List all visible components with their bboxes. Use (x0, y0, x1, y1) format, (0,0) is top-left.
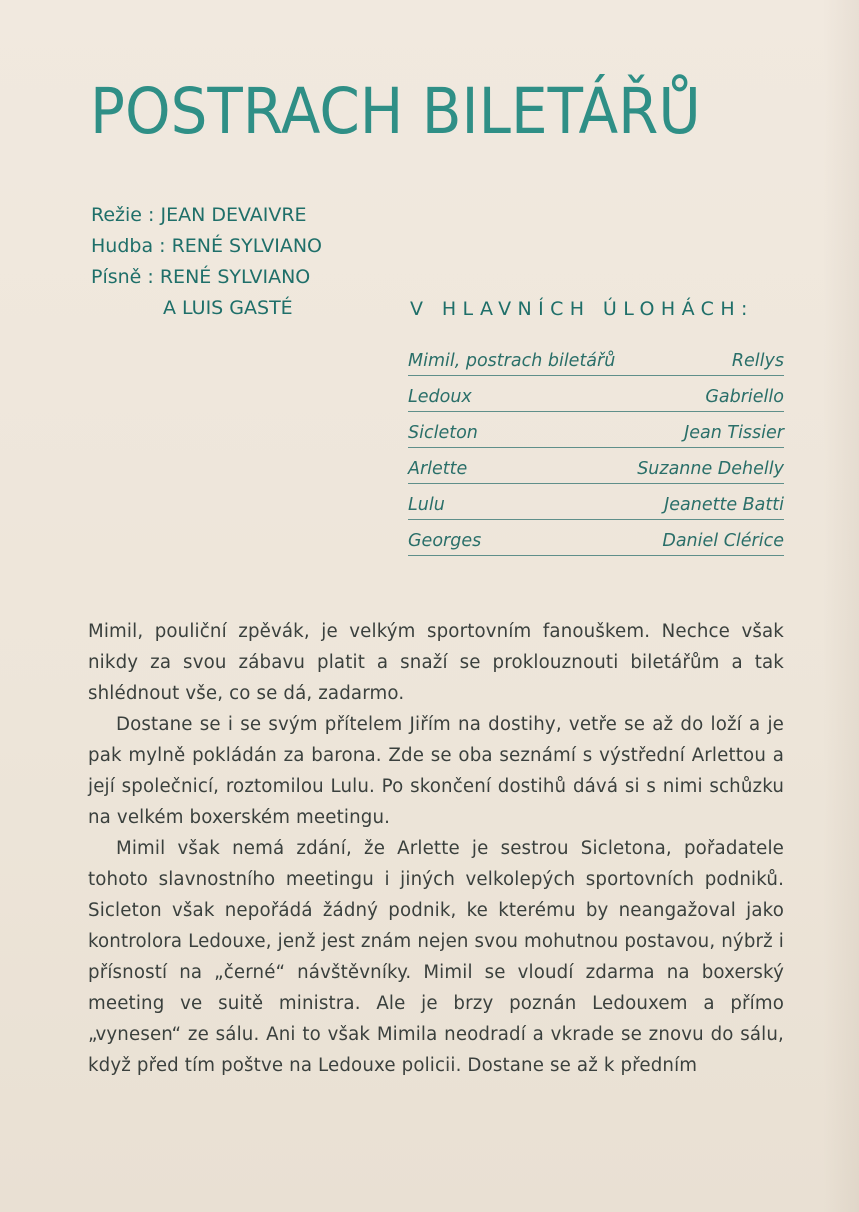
cast-actor: Jean Tissier (684, 423, 784, 443)
cast-actor: Gabriello (705, 387, 784, 407)
cast-character: Mimil, postrach biletářů (408, 351, 616, 371)
credit-name: JEAN DEVAIVRE (160, 204, 307, 226)
synopsis-paragraph: Mimil, pouliční zpěvák, je velkým sportovním fanouškem. Nechce však nikdy za svou zábavu platit a snaží se proklouznouti biletářům a tak shlédnout vše, co se dá, zadarmo. (88, 621, 784, 704)
credit-role: Hudba : (91, 235, 166, 257)
cast-heading: V HLAVNÍCH ÚLOHÁCH: (410, 298, 754, 320)
synopsis-paragraph: Mimil však nemá zdání, že Arlette je sestrou Sicletona, pořadatele tohoto slavnostního meetingu i jiných velkolepých sportovních podniků. Sicleton však nepořádá žádný podnik, ke kterému by neangažoval jako kontrolora Ledouxe, jenž jest znám nejen svou mohutnou postavou, nýbrž i přísností na „černé“ návštěvníky. Mimil se vloudí zdarma na boxerský meeting ve suitě ministra. Ale je brzy poznán Ledouxem a přímo „vynesen“ ze sálu. Ani to však Mimila neodradí a vkrade se znovu do sálu, když před tím poštve na Ledouxe policii. Dostane se až k předním (88, 838, 784, 1076)
credit-name: RENÉ SYLVIANO (159, 266, 311, 288)
credit-role: Režie : (91, 204, 155, 226)
credit-role: Písně : (91, 266, 154, 288)
cast-row (408, 376, 784, 412)
credits-block (91, 200, 322, 324)
cast-row (408, 340, 784, 376)
credit-songs (91, 262, 322, 293)
cast-row (408, 448, 784, 484)
cast-table (408, 340, 784, 556)
credit-name: A LUIS GASTÉ (163, 297, 293, 319)
credit-music (91, 231, 322, 262)
cast-row (408, 412, 784, 448)
synopsis (88, 616, 784, 1081)
cast-character: Ledoux (408, 387, 472, 407)
synopsis-paragraph: Dostane se i se svým přítelem Jiřím na dostihy, vetře se až do loží a je pak mylně pokládán za barona. Zde se oba seznámí s výstřední Arlettou a její společnicí, roztomilou Lulu. Po skončení dostihů dává si s nimi schůzku na velkém boxerském meetingu. (88, 714, 784, 828)
cast-row (408, 520, 784, 556)
cast-actor: Daniel Clérice (662, 531, 784, 551)
cast-character: Georges (408, 531, 482, 551)
cast-character: Arlette (408, 459, 468, 479)
page-title: POSTRACH BILETÁŘŮ (90, 75, 701, 148)
cast-actor: Suzanne Dehelly (637, 459, 784, 479)
paper-edge-shadow (823, 0, 859, 1212)
cast-character: Sicleton (408, 423, 478, 443)
credit-songs-cont (91, 293, 322, 324)
cast-character: Lulu (408, 495, 445, 515)
cast-actor: Rellys (731, 351, 784, 371)
credit-name: RENÉ SYLVIANO (171, 235, 322, 257)
cast-actor: Jeanette Batti (664, 495, 784, 515)
credit-director (91, 200, 322, 231)
cast-row (408, 484, 784, 520)
